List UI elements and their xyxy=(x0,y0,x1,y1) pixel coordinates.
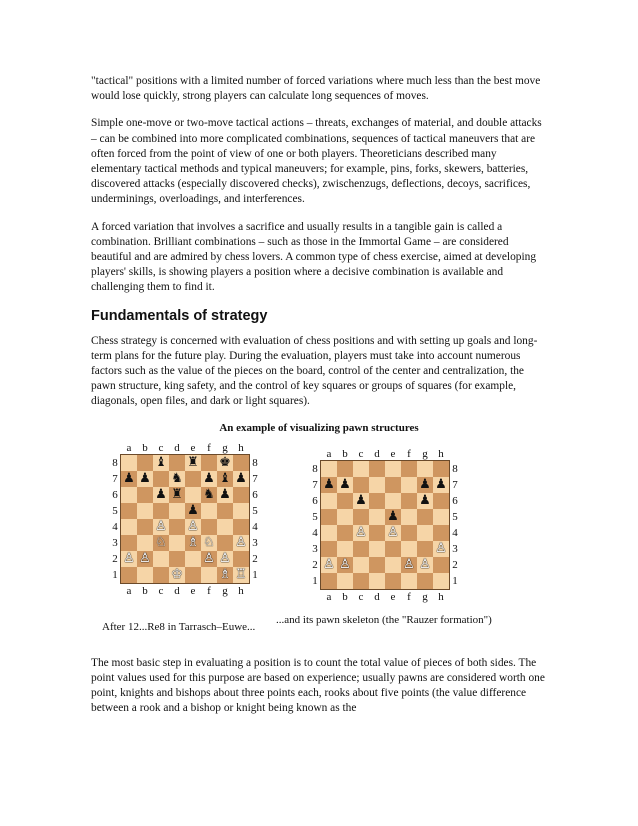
board-square xyxy=(121,519,137,535)
rank-label: 7 xyxy=(112,472,118,485)
file-label: d xyxy=(174,441,180,454)
board-square xyxy=(417,541,433,557)
file-label: f xyxy=(207,584,211,597)
board-square xyxy=(321,477,337,493)
board-square xyxy=(137,471,153,487)
board-square xyxy=(169,551,185,567)
chess-piece: ♙ xyxy=(235,534,247,550)
board-square xyxy=(121,503,137,519)
file-label: c xyxy=(158,584,164,597)
board-square xyxy=(369,493,385,509)
chess-piece: ♟ xyxy=(155,486,167,502)
board-square xyxy=(233,535,249,551)
chess-piece: ♙ xyxy=(139,550,151,566)
file-label: e xyxy=(190,584,196,597)
section-heading: Fundamentals of strategy xyxy=(91,307,268,324)
board-square xyxy=(169,455,185,471)
board-square xyxy=(185,535,201,551)
file-label: b xyxy=(142,584,148,597)
rank-label: 8 xyxy=(452,462,458,475)
board-square xyxy=(385,573,401,589)
chess-piece: ♙ xyxy=(187,518,199,534)
board-grid xyxy=(320,460,450,590)
file-label: d xyxy=(374,447,380,460)
rank-label: 5 xyxy=(112,504,118,517)
figure-title: An example of visualizing pawn structures xyxy=(219,421,419,434)
file-label: h xyxy=(438,447,444,460)
rank-label: 1 xyxy=(452,574,458,587)
caption-position: After 12...Re8 in Tarrasch–Euwe... xyxy=(102,620,256,633)
board-square xyxy=(137,535,153,551)
rank-label: 7 xyxy=(452,478,458,491)
rank-label: 4 xyxy=(452,526,458,539)
board-square xyxy=(337,541,353,557)
chess-board-position xyxy=(110,442,270,618)
board-square xyxy=(337,573,353,589)
board-square xyxy=(353,557,369,573)
chess-piece: ♟ xyxy=(355,492,367,508)
board-square xyxy=(321,557,337,573)
document-page xyxy=(91,74,547,728)
board-square xyxy=(321,573,337,589)
file-label: e xyxy=(390,447,396,460)
paragraph-combinations: Simple one-move or two-move tactical actions – threats, exchanges of material, and double attacks – can be combined into more complicated combinations, sequences of tactical maneuvers that are often forced from the point of view of one or both players. Theoreticians described many elementary tactical methods and typical maneuvers; for example, pins, forks, skewers, batteries, discovered attacks (especially discovered checks), zwischenzugs, deflections, decoys, sacrifices, underminings, overloadings, and interferences. xyxy=(91,117,542,206)
rank-label: 7 xyxy=(312,478,318,491)
chess-piece: ♟ xyxy=(123,470,135,486)
board-square xyxy=(169,535,185,551)
board-square xyxy=(137,551,153,567)
chess-piece: ♙ xyxy=(435,540,447,556)
rank-label: 3 xyxy=(452,542,458,555)
file-label: h xyxy=(438,590,444,603)
chess-piece: ♟ xyxy=(139,470,151,486)
file-label: g xyxy=(422,590,428,603)
board-square xyxy=(185,487,201,503)
file-label: b xyxy=(142,441,148,454)
board-square xyxy=(121,567,137,583)
rank-label: 4 xyxy=(252,520,258,533)
board-square xyxy=(401,573,417,589)
chess-piece: ♘ xyxy=(155,534,167,550)
paragraph-forced-variation: A forced variation that involves a sacrifice and usually results in a tangible gain is called a combination. Brilliant combinations – such as those in the Immortal Game – are considered beautiful and are admired by chess lovers. A common type of chess exercise, aimed at developing players' skills, is showing players a position where a decisive combination is available and challenging them to find it. xyxy=(91,220,537,294)
board-square xyxy=(337,461,353,477)
file-label: g xyxy=(422,447,428,460)
chess-piece: ♟ xyxy=(339,476,351,492)
file-label: g xyxy=(222,584,228,597)
file-label: f xyxy=(407,447,411,460)
board-square xyxy=(217,487,233,503)
board-square xyxy=(233,503,249,519)
file-label: a xyxy=(126,584,132,597)
chess-piece: ♙ xyxy=(339,556,351,572)
rank-label: 3 xyxy=(112,536,118,549)
board-square xyxy=(401,477,417,493)
file-label: f xyxy=(407,590,411,603)
board-square xyxy=(185,551,201,567)
board-square xyxy=(217,567,233,583)
board-square xyxy=(337,525,353,541)
board-square xyxy=(369,573,385,589)
board-square xyxy=(153,535,169,551)
board-square xyxy=(337,477,353,493)
board-square xyxy=(153,551,169,567)
board-square xyxy=(169,503,185,519)
board-square xyxy=(121,471,137,487)
chess-piece: ♙ xyxy=(355,524,367,540)
board-square xyxy=(201,455,217,471)
file-label: e xyxy=(190,441,196,454)
board-square xyxy=(217,471,233,487)
board-square xyxy=(169,487,185,503)
rank-labels-right xyxy=(250,455,260,583)
file-label: d xyxy=(374,590,380,603)
board-square xyxy=(153,503,169,519)
chess-board-skeleton xyxy=(310,448,470,624)
board-square xyxy=(417,509,433,525)
board-square xyxy=(233,487,249,503)
board-square xyxy=(433,541,449,557)
file-label: e xyxy=(390,590,396,603)
board-square xyxy=(137,503,153,519)
board-square xyxy=(417,573,433,589)
board-square xyxy=(401,461,417,477)
board-square xyxy=(233,551,249,567)
caption-skeleton: ...and its pawn skeleton (the "Rauzer formation") xyxy=(276,613,492,626)
board-square xyxy=(137,455,153,471)
chess-piece: ♙ xyxy=(323,556,335,572)
rank-label: 1 xyxy=(252,568,258,581)
chess-piece: ♞ xyxy=(171,470,183,486)
rank-labels-left xyxy=(310,461,320,589)
board-square xyxy=(433,477,449,493)
chess-piece: ♙ xyxy=(155,518,167,534)
board-square xyxy=(369,477,385,493)
file-label: f xyxy=(207,441,211,454)
board-square xyxy=(401,557,417,573)
file-label: b xyxy=(342,447,348,460)
rank-label: 6 xyxy=(252,488,258,501)
board-square xyxy=(153,455,169,471)
board-square xyxy=(217,551,233,567)
rank-label: 3 xyxy=(312,542,318,555)
file-label: a xyxy=(326,447,332,460)
board-square xyxy=(433,573,449,589)
rank-label: 6 xyxy=(112,488,118,501)
chess-piece: ♔ xyxy=(171,566,183,582)
board-square xyxy=(233,567,249,583)
chess-piece: ♙ xyxy=(403,556,415,572)
chess-piece: ♘ xyxy=(203,534,215,550)
board-square xyxy=(321,461,337,477)
rank-label: 3 xyxy=(252,536,258,549)
file-label: c xyxy=(358,590,364,603)
board-square xyxy=(385,541,401,557)
rank-label: 1 xyxy=(112,568,118,581)
file-labels-top xyxy=(121,442,249,454)
board-square xyxy=(201,471,217,487)
paragraph-evaluation: The most basic step in evaluating a position is to count the total value of pieces of both sides. The point values used for this purpose are based on experience; usually pawns are considered worth one point, knights and bishops about three points each, rooks about five points (the value difference between a rook and a bishop or knight being known as the xyxy=(91,656,545,715)
file-label: a xyxy=(126,441,132,454)
board-square xyxy=(417,557,433,573)
file-label: b xyxy=(342,590,348,603)
board-square xyxy=(137,519,153,535)
board-square xyxy=(233,471,249,487)
board-square xyxy=(321,541,337,557)
board-square xyxy=(153,471,169,487)
chess-piece: ♟ xyxy=(187,502,199,518)
board-square xyxy=(369,557,385,573)
file-labels-top xyxy=(321,448,449,460)
board-square xyxy=(185,455,201,471)
board-square xyxy=(385,557,401,573)
board-square xyxy=(353,525,369,541)
rank-label: 8 xyxy=(252,456,258,469)
file-label: a xyxy=(326,590,332,603)
board-square xyxy=(353,493,369,509)
board-square xyxy=(433,525,449,541)
rank-label: 6 xyxy=(312,494,318,507)
chess-piece: ♗ xyxy=(187,534,199,550)
board-square xyxy=(417,493,433,509)
file-label: c xyxy=(358,447,364,460)
board-square xyxy=(121,455,137,471)
board-square xyxy=(369,461,385,477)
rank-label: 1 xyxy=(312,574,318,587)
board-square xyxy=(201,487,217,503)
board-square xyxy=(353,541,369,557)
board-square xyxy=(385,525,401,541)
file-label: h xyxy=(238,441,244,454)
chess-piece: ♜ xyxy=(187,454,199,470)
board-square xyxy=(153,567,169,583)
board-square xyxy=(321,509,337,525)
board-square xyxy=(217,535,233,551)
board-square xyxy=(385,461,401,477)
board-square xyxy=(121,535,137,551)
board-square xyxy=(153,519,169,535)
chess-piece: ♟ xyxy=(435,476,447,492)
chess-piece: ♞ xyxy=(203,486,215,502)
rank-label: 2 xyxy=(452,558,458,571)
board-square xyxy=(137,567,153,583)
board-square xyxy=(369,541,385,557)
board-square xyxy=(433,509,449,525)
board-square xyxy=(201,567,217,583)
chess-piece: ♟ xyxy=(235,470,247,486)
rank-label: 2 xyxy=(312,558,318,571)
chess-piece: ♟ xyxy=(387,508,399,524)
chess-piece: ♖ xyxy=(235,566,247,582)
board-square xyxy=(233,519,249,535)
board-square xyxy=(433,493,449,509)
file-label: c xyxy=(158,441,164,454)
rank-label: 8 xyxy=(112,456,118,469)
board-square xyxy=(401,493,417,509)
board-square xyxy=(201,503,217,519)
board-square xyxy=(337,509,353,525)
rank-labels-right xyxy=(450,461,460,589)
board-square xyxy=(169,567,185,583)
board-square xyxy=(401,541,417,557)
board-square xyxy=(121,487,137,503)
rank-label: 7 xyxy=(252,472,258,485)
chess-piece: ♗ xyxy=(219,566,231,582)
board-square xyxy=(353,477,369,493)
rank-label: 5 xyxy=(252,504,258,517)
board-square xyxy=(185,503,201,519)
board-square xyxy=(201,519,217,535)
board-square xyxy=(353,509,369,525)
file-label: g xyxy=(222,441,228,454)
rank-labels-left xyxy=(110,455,120,583)
pawn-structure-figure xyxy=(91,441,547,633)
rank-label: 4 xyxy=(312,526,318,539)
rank-label: 8 xyxy=(312,462,318,475)
board-square xyxy=(401,525,417,541)
board-square xyxy=(185,519,201,535)
file-label: d xyxy=(174,584,180,597)
board-square xyxy=(321,525,337,541)
chess-piece: ♟ xyxy=(323,476,335,492)
file-label: h xyxy=(238,584,244,597)
file-labels-bottom xyxy=(121,585,249,597)
chess-piece: ♟ xyxy=(203,470,215,486)
board-square xyxy=(433,461,449,477)
chess-piece: ♟ xyxy=(419,476,431,492)
chess-piece: ♙ xyxy=(203,550,215,566)
chess-piece: ♙ xyxy=(123,550,135,566)
rank-label: 5 xyxy=(452,510,458,523)
paragraph-tactical: "tactical" positions with a limited number of forced variations where much less than the best move would lose quickly, strong players can calculate long sequences of moves. xyxy=(91,75,541,103)
board-square xyxy=(353,573,369,589)
chess-piece: ♟ xyxy=(219,486,231,502)
board-square xyxy=(385,477,401,493)
board-square xyxy=(185,567,201,583)
chess-piece: ♙ xyxy=(387,524,399,540)
board-square xyxy=(337,557,353,573)
board-square xyxy=(137,487,153,503)
chess-piece: ♚ xyxy=(219,454,231,470)
board-square xyxy=(401,509,417,525)
chess-piece: ♙ xyxy=(219,550,231,566)
board-square xyxy=(201,551,217,567)
board-square xyxy=(217,519,233,535)
board-square xyxy=(417,477,433,493)
rank-label: 5 xyxy=(312,510,318,523)
board-square xyxy=(417,525,433,541)
board-square xyxy=(321,493,337,509)
rank-label: 2 xyxy=(252,552,258,565)
paragraph-strategy: Chess strategy is concerned with evaluation of chess positions and with setting up goals and long-term plans for the future play. During the evaluation, players must take into account numerous factors such as the value of the pieces on the board, control of the center and centralization, the pawn structure, king safety, and the control of key squares or groups of squares (for example, diagonals, open files, and dark or light squares). xyxy=(91,334,538,408)
board-square xyxy=(233,455,249,471)
board-square xyxy=(385,509,401,525)
board-square xyxy=(417,461,433,477)
chess-piece: ♜ xyxy=(171,486,183,502)
board-square xyxy=(353,461,369,477)
board-square xyxy=(169,519,185,535)
board-square xyxy=(153,487,169,503)
board-square xyxy=(337,493,353,509)
board-square xyxy=(433,557,449,573)
chess-piece: ♟ xyxy=(419,492,431,508)
chess-piece: ♙ xyxy=(419,556,431,572)
board-square xyxy=(201,535,217,551)
rank-label: 6 xyxy=(452,494,458,507)
board-square xyxy=(185,471,201,487)
board-square xyxy=(369,525,385,541)
rank-label: 4 xyxy=(112,520,118,533)
rank-label: 2 xyxy=(112,552,118,565)
board-grid xyxy=(120,454,250,584)
board-square xyxy=(385,493,401,509)
board-square xyxy=(217,503,233,519)
chess-piece: ♝ xyxy=(219,470,231,486)
chess-piece: ♝ xyxy=(155,454,167,470)
file-labels-bottom xyxy=(321,591,449,603)
board-square xyxy=(217,455,233,471)
board-square xyxy=(169,471,185,487)
board-square xyxy=(369,509,385,525)
board-square xyxy=(121,551,137,567)
